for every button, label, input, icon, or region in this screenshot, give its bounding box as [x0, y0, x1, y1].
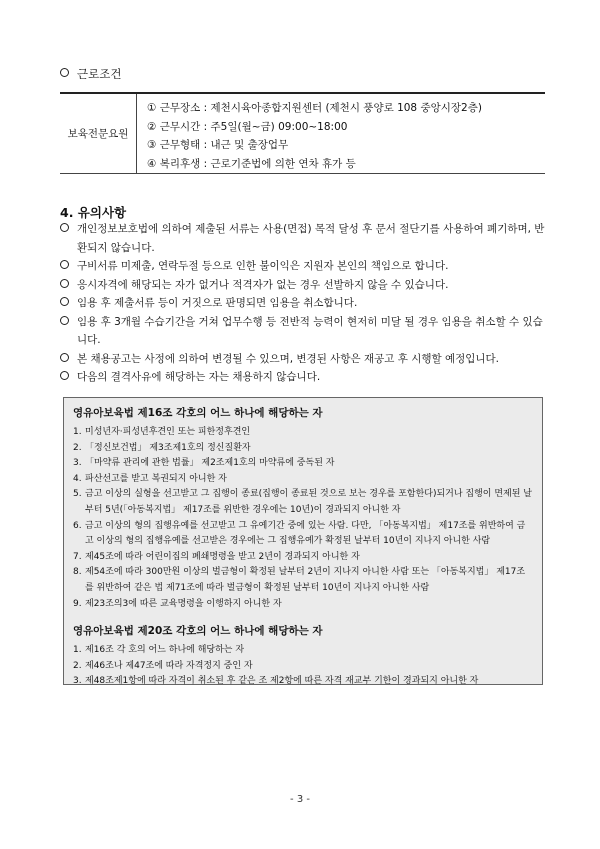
circle-bullet-icon [60, 279, 69, 288]
list-item [73, 456, 533, 472]
note-text: 구비서류 미제출, 연락두절 등으로 인한 불이익은 지원자 본인의 책임으로 합니다. [77, 260, 449, 272]
note-text: 다음의 결격사유에 해당하는 자는 채용하지 않습니다. [77, 371, 321, 383]
circle-bullet-icon [60, 68, 69, 77]
item-number: 7. [73, 551, 82, 562]
item-number: 3. [73, 458, 82, 469]
note-item [60, 350, 546, 369]
working-conditions-table [60, 92, 545, 174]
list-item [73, 674, 533, 690]
note-item [60, 368, 546, 387]
list-item [73, 597, 533, 613]
item-text: 제16조 각 호의 어느 하나에 해당하는 자 [85, 645, 245, 656]
condition-items [137, 94, 545, 173]
note-item [60, 257, 546, 276]
note-item [60, 276, 546, 295]
list-item [73, 441, 533, 457]
working-conditions-heading-text: 근로조건 [77, 67, 122, 81]
page-number: - 3 - [290, 794, 310, 805]
circle-bullet-icon [60, 297, 69, 306]
condition-item-type: ③ 근무형태 : 내근 및 출장업무 [147, 139, 289, 151]
circle-bullet-icon [60, 316, 69, 325]
disqualification-title-article16: 영유아보육법 제16조 각호의 어느 하나에 해당하는 자 [73, 407, 323, 419]
item-number: 9. [73, 598, 82, 609]
list-item [73, 659, 533, 675]
condition-item-hours: ② 근무시간 : 주5일(월~금) 09:00~18:00 [147, 120, 348, 133]
item-text: 금고 이상의 형의 집행유예를 선고받고 그 유예기간 중에 있는 사람. 다만, 「아동복지법」 제17조를 위반하여 금고 이상의 형의 집행유예를 선고받은 경우에는 그 집행유예가 확정된 날부터 10년이 지나지 아니한 사람 [85, 520, 526, 547]
list-item [73, 425, 533, 441]
item-text: 제45조에 따라 어린이집의 폐쇄명령을 받고 2년이 경과되지 아니한 자 [85, 551, 360, 562]
item-text: 「정신보건법」 제3조제1호의 정신질환자 [85, 442, 251, 453]
item-text: 「마약류 관리에 관한 법률」 제2조제1호의 마약류에 중독된 자 [85, 458, 335, 469]
circle-bullet-icon [60, 353, 69, 362]
list-item [73, 643, 533, 659]
condition-item-benefits: ④ 복리후생 : 근로기준법에 의한 연차 휴가 등 [147, 157, 356, 170]
notes-list [60, 220, 546, 387]
note-item [60, 313, 546, 350]
role-label: 보육전문요원 [60, 94, 137, 173]
note-text: 임용 후 제출서류 등이 거짓으로 판명되면 임용을 취소합니다. [77, 297, 358, 309]
notes-section-title: 4. 유의사항 [60, 205, 127, 220]
disqualification-title-article20: 영유아보육법 제20조 각호의 어느 하나에 해당하는 자 [73, 625, 323, 638]
item-number: 3. [73, 676, 82, 687]
note-text: 본 채용공고는 사정에 의하여 변경될 수 있으며, 변경된 사항은 재공고 후 시행할 예정입니다. [77, 352, 500, 365]
circle-bullet-icon [60, 223, 69, 232]
item-number: 6. [73, 520, 82, 531]
condition-item-location: ① 근무장소 : 제천시육아종합지원센터 (제천시 풍양로 108 중앙시장2층) [147, 102, 482, 114]
item-number: 2. [73, 660, 82, 671]
circle-bullet-icon [60, 371, 69, 380]
note-text: 개인정보보호법에 의하여 제출된 서류는 사용(면접) 목적 달성 후 문서 절단기를 사용하여 폐기하며, 반환되지 않습니다. [77, 223, 545, 254]
item-text: 제46조나 제47조에 따라 자격정지 중인 자 [85, 660, 253, 671]
article20-list [73, 643, 533, 690]
item-text: 제48조제1항에 따라 자격이 취소된 후 같은 조 제2항에 따른 자격 재교부 기한이 경과되지 아니한 자 [85, 676, 479, 687]
list-item [73, 472, 533, 488]
item-number: 4. [73, 473, 82, 484]
item-number: 5. [73, 489, 82, 500]
note-item [60, 220, 546, 257]
circle-bullet-icon [60, 260, 69, 269]
list-item [73, 550, 533, 566]
note-text: 응시자격에 해당되는 자가 없거나 적격자가 없는 경우 선발하지 않을 수 있습니다. [77, 278, 449, 291]
item-text: 금고 이상의 실형을 선고받고 그 집행이 종료(집행이 종료된 것으로 보는 경우를 포함한다)되거나 집행이 면제된 날부터 5년(「아동복지법」 제17조를 위반한 경우에는 10년)이 경과되지 아니한 자 [85, 489, 533, 515]
item-text: 제23조의3에 따른 교육명령을 이행하지 아니한 자 [85, 598, 282, 609]
item-text: 미성년자·피성년후견인 또는 피한정후견인 [85, 427, 251, 437]
item-number: 1. [73, 427, 82, 437]
item-text: 파산선고를 받고 복권되지 아니한 자 [85, 473, 227, 484]
note-text: 임용 후 3개월 수습기간을 거쳐 업무수행 등 전반적 능력이 현저히 미달 될 경우 임용을 취소할 수 있습니다. [77, 315, 543, 346]
disqualification-box [63, 397, 543, 685]
item-number: 1. [73, 645, 82, 656]
item-number: 2. [73, 442, 82, 453]
list-item [73, 487, 533, 518]
note-item [60, 294, 546, 313]
article16-list [73, 425, 533, 612]
working-conditions-heading [60, 66, 121, 82]
item-number: 8. [73, 567, 82, 578]
list-item [73, 565, 533, 596]
item-text: 제54조에 따라 300만원 이상의 벌금형이 확정된 날부터 2년이 지나지 아니한 사람 또는 「아동복지법」 제17조를 위반하여 같은 법 제71조에 따라 벌금형이 확정된 날부터 10년이 지나지 아니한 사람 [85, 567, 526, 593]
list-item [73, 519, 533, 550]
